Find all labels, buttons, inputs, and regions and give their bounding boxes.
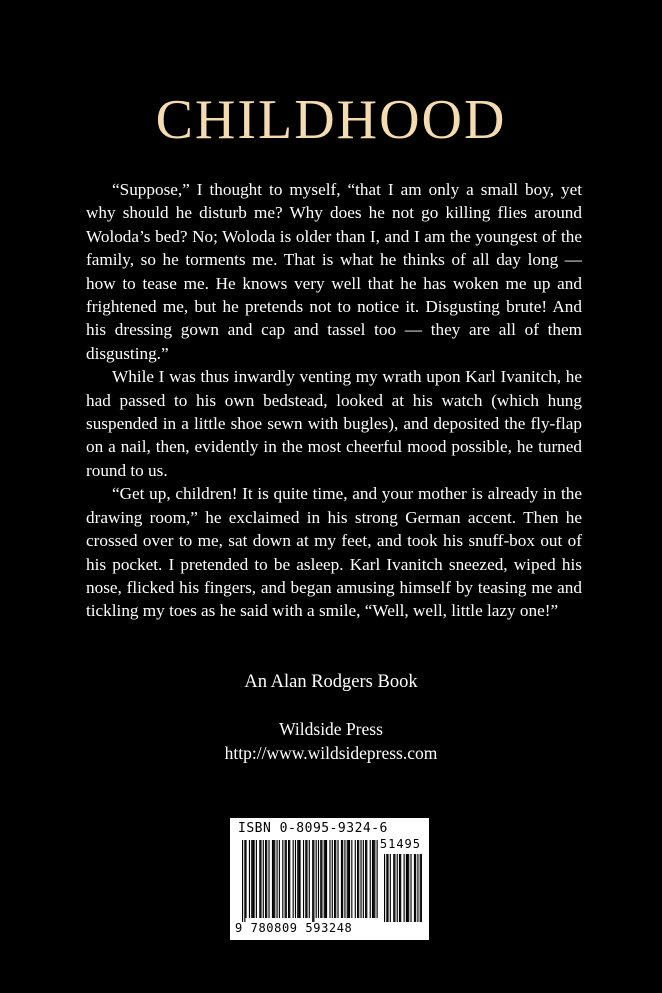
barcode-bar bbox=[274, 840, 275, 918]
barcode-bar bbox=[306, 840, 307, 918]
barcode-bar bbox=[259, 840, 260, 918]
barcode-bar bbox=[309, 840, 310, 918]
addon-bar bbox=[399, 854, 400, 922]
barcode-bar bbox=[254, 840, 255, 918]
barcode-bar bbox=[374, 840, 375, 918]
barcode-bar bbox=[251, 840, 252, 918]
barcode-bar bbox=[355, 840, 356, 918]
barcode-bar bbox=[286, 840, 287, 918]
addon-bar bbox=[420, 854, 421, 922]
barcode-bar bbox=[256, 840, 257, 918]
blurb-paragraph-2: While I was thus inwardly venting my wrath upon Karl Ivanitch, he had passed to his own bedstead, looked at his watch (which hung suspended in a little shoe sewn with bugles), and deposited the fly-flap on a nail, then, evidently in the most cheerful mood possible, he turned round to us. bbox=[86, 367, 582, 480]
barcode-bar bbox=[341, 840, 342, 918]
barcode-bar bbox=[265, 840, 266, 918]
barcode-bar bbox=[297, 840, 298, 918]
addon-bar bbox=[386, 854, 387, 922]
barcode-bar bbox=[337, 840, 338, 918]
barcode-bar bbox=[303, 840, 304, 918]
barcode-bar bbox=[320, 840, 321, 918]
barcode-bar bbox=[285, 840, 286, 918]
barcode-bar bbox=[342, 840, 343, 918]
isbn-barcode bbox=[230, 818, 429, 940]
publisher-block bbox=[0, 717, 662, 765]
isbn-label: ISBN 0-8095-9324-6 bbox=[238, 821, 388, 836]
addon-bar bbox=[400, 854, 401, 922]
barcode-bar bbox=[321, 840, 322, 918]
barcode-bar bbox=[252, 840, 253, 918]
barcode-bar bbox=[300, 840, 301, 918]
barcode-bar bbox=[360, 840, 361, 918]
barcode-bar bbox=[363, 840, 364, 918]
barcode-bar bbox=[326, 840, 327, 918]
barcode-bar bbox=[372, 840, 373, 918]
barcode-bar bbox=[245, 840, 246, 918]
barcode-bar bbox=[358, 840, 359, 918]
addon-bar bbox=[410, 854, 411, 922]
barcode-bar bbox=[373, 840, 374, 918]
barcode-bar bbox=[318, 840, 319, 918]
barcode-bar bbox=[329, 840, 330, 918]
barcode-bar bbox=[282, 840, 283, 918]
series-credit: An Alan Rodgers Book bbox=[244, 672, 418, 692]
barcode-bar bbox=[366, 840, 367, 918]
barcode-bar bbox=[357, 840, 358, 918]
barcode-bar bbox=[249, 840, 250, 918]
blurb-paragraph-3: “Get up, children! It is quite time, and your mother is already in the drawing room,” he exclaimed in his strong German accent. Then he crossed over to me, sat down at my feet, and took his snuff-box out of his pocket. I pretended to be asleep. Karl Ivanitch sneezed, wiped his nose, flicked his fingers, and began amusing himself by teasing me and tickling my toes as he said with a smile, “Well, well, little lazy one!” bbox=[86, 484, 582, 621]
addon-bar bbox=[421, 854, 422, 922]
barcode-bar bbox=[268, 840, 269, 918]
addon-bar bbox=[393, 854, 394, 922]
addon-bar bbox=[406, 854, 407, 922]
ean-number: 9 780809 593248 bbox=[235, 921, 353, 935]
barcode-bar bbox=[351, 840, 352, 918]
excerpt-blurb bbox=[86, 178, 582, 623]
barcode-bar bbox=[295, 840, 296, 918]
barcode-bar bbox=[279, 840, 280, 918]
book-title: CHILDHOOD bbox=[155, 89, 507, 151]
barcode-bar bbox=[272, 840, 273, 918]
addon-bar bbox=[415, 854, 416, 922]
barcode-bar bbox=[377, 840, 378, 918]
addon-bar bbox=[384, 854, 385, 922]
blurb-paragraph-1: “Suppose,” I thought to myself, “that I am only a small boy, yet why should he disturb me? Why does he not go killing flies around Woloda’s bed? No; Woloda is older than I, and I am the youngest of the family, so he torments me. That is what he thinks of all day long — how to tease me. He knows very well that he has woken me up and frightened me, but he pretends not to notice it. Disgusting brute! And his dressing gown and cap and tassel too — they are all of them disgusting.” bbox=[86, 180, 582, 363]
barcode-bar bbox=[334, 840, 335, 918]
addon-bar bbox=[407, 854, 408, 922]
barcode-bar bbox=[244, 840, 245, 922]
barcode-bar bbox=[266, 840, 267, 918]
barcode-bar bbox=[332, 840, 333, 918]
addon-bar bbox=[397, 854, 398, 922]
barcode-bar bbox=[348, 840, 349, 918]
barcode-bar bbox=[313, 840, 314, 922]
addon-bar bbox=[394, 854, 395, 922]
addon-bar bbox=[404, 854, 405, 922]
barcode-bar bbox=[349, 840, 350, 918]
barcode-bar bbox=[277, 840, 278, 918]
barcode-bar bbox=[316, 840, 317, 918]
barcode-bar bbox=[324, 840, 325, 918]
barcode-bar bbox=[289, 840, 290, 918]
barcode-bar bbox=[263, 840, 264, 918]
barcode-bar bbox=[335, 840, 336, 918]
barcode-bar bbox=[288, 840, 289, 918]
barcode-bar bbox=[365, 840, 366, 918]
price-code: 51495 bbox=[379, 837, 421, 851]
barcode-bar bbox=[344, 840, 345, 918]
addon-bar bbox=[408, 854, 409, 922]
barcode-bar bbox=[298, 840, 299, 918]
addon-bar bbox=[387, 854, 388, 922]
barcode-bar bbox=[312, 840, 313, 922]
addon-bar bbox=[414, 854, 415, 922]
addon-bar bbox=[417, 854, 418, 922]
barcode-bar bbox=[273, 840, 274, 918]
barcode-bar bbox=[305, 840, 306, 918]
publisher-url: http://www.wildsidepress.com bbox=[224, 743, 438, 763]
barcode-bar bbox=[370, 840, 371, 918]
barcode-bar bbox=[325, 840, 326, 918]
barcode-bar bbox=[293, 840, 294, 918]
barcode-bar bbox=[242, 840, 243, 922]
addon-bar bbox=[390, 854, 391, 922]
barcode-bar bbox=[347, 840, 348, 918]
barcode-bar bbox=[260, 840, 261, 918]
publisher-name: Wildside Press bbox=[279, 719, 383, 739]
